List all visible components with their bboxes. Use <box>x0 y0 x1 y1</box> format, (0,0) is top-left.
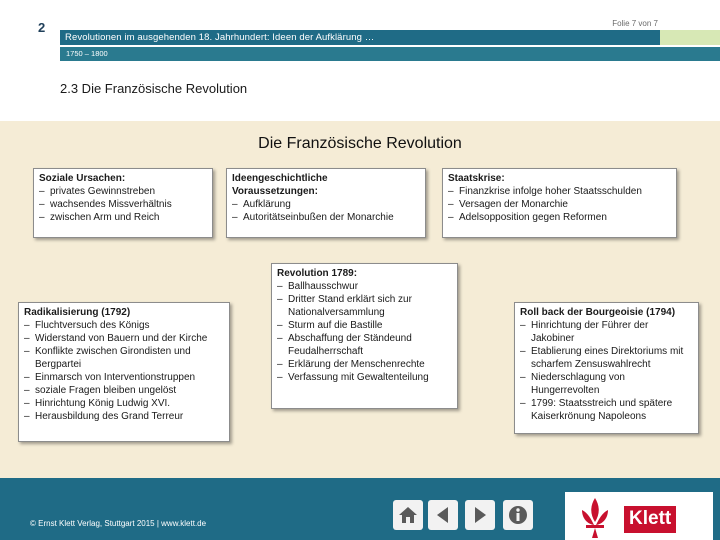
box-soziale-ursachen <box>33 168 213 238</box>
list-item: – Sturm auf die Bastille <box>277 319 452 332</box>
box-roll-back-bourgeoisie <box>514 302 699 434</box>
back-button[interactable] <box>428 500 458 530</box>
arrow-left-icon <box>432 504 454 526</box>
slide-number: 2 <box>38 20 46 35</box>
box-ideengeschichtliche-voraussetzungen <box>226 168 426 238</box>
list-item: – Hinrichtung der Führer der Jakobiner <box>520 319 693 345</box>
header-title: Revolutionen im ausgehenden 18. Jahrhundert: Ideen der Aufklärung … <box>65 32 375 43</box>
list-item: – Autoritätseinbußen der Monarchie <box>232 211 420 224</box>
box-list <box>24 319 224 423</box>
klett-logo-text: Klett <box>624 506 676 533</box>
list-item: – Erklärung der Menschenrechte <box>277 358 452 371</box>
forward-button[interactable] <box>465 500 495 530</box>
box-title: Soziale Ursachen: <box>39 173 126 184</box>
list-item: – Herausbildung des Grand Terreur <box>24 410 224 423</box>
list-item: – Adelsopposition gegen Reformen <box>448 211 671 224</box>
info-button[interactable] <box>503 500 533 530</box>
section-title: 2.3 Die Französische Revolution <box>60 81 248 96</box>
list-item: – Ballhausschwur <box>277 280 452 293</box>
list-item: – Hinrichtung König Ludwig XVI. <box>24 397 224 410</box>
list-item: – soziale Fragen bleiben ungelöst <box>24 384 224 397</box>
list-item: – wachsendes Missverhältnis <box>39 198 207 211</box>
box-staatskrise <box>442 168 677 238</box>
arrow-right-icon <box>469 504 491 526</box>
box-title: Staatskrise: <box>448 173 505 184</box>
list-item: – Einmarsch von Interventionstruppen <box>24 371 224 384</box>
box-list <box>232 198 420 224</box>
box-title: Ideengeschichtliche <box>232 173 328 184</box>
klett-fleur-icon <box>570 492 620 540</box>
list-item: – Widerstand von Bauern und der Kirche <box>24 332 224 345</box>
box-title: Voraussetzungen: <box>232 186 318 197</box>
list-item: – Verfassung mit Gewaltenteilung <box>277 371 452 384</box>
list-item: – Etablierung eines Direktoriums mit scharfem Zensuswahlrecht <box>520 345 693 371</box>
box-list <box>277 280 452 384</box>
list-item: – zwischen Arm und Reich <box>39 211 207 224</box>
info-icon <box>507 504 529 526</box>
box-list <box>448 185 671 224</box>
list-item: – 1799: Staatsstreich und spätere Kaiserkrönung Napoleons <box>520 397 693 423</box>
header-subtitle: 1750 – 1800 <box>66 49 108 58</box>
box-title: Radikalisierung (1792) <box>24 307 131 318</box>
subtitle-bar <box>60 47 720 61</box>
box-title: Roll back der Bourgeoisie (1794) <box>520 307 676 318</box>
home-button[interactable] <box>393 500 423 530</box>
list-item: – Abschaffung der Ständeund Feudalherrschaft <box>277 332 452 358</box>
home-icon <box>397 504 419 526</box>
slide-counter: Folie 7 von 7 <box>612 19 658 28</box>
list-item: – Finanzkrise infolge hoher Staatsschulden <box>448 185 671 198</box>
footer-copyright: © Ernst Klett Verlag, Stuttgart 2015 | www.klett.de <box>30 519 207 528</box>
list-item: – Niederschlagung von Hungerrevolten <box>520 371 693 397</box>
list-item: – Versagen der Monarchie <box>448 198 671 211</box>
box-title: Revolution 1789: <box>277 268 358 279</box>
list-item: – Konflikte zwischen Girondisten und Bergpartei <box>24 345 224 371</box>
list-item: – Dritter Stand erklärt sich zur Nationalversammlung <box>277 293 452 319</box>
list-item: – Aufklärung <box>232 198 420 211</box>
header-accent <box>660 30 720 45</box>
box-list <box>39 185 207 224</box>
box-revolution-1789 <box>271 263 458 409</box>
list-item: – Fluchtversuch des Königs <box>24 319 224 332</box>
box-list <box>520 319 693 423</box>
main-title: Die Französische Revolution <box>258 135 462 152</box>
list-item: – privates Gewinnstreben <box>39 185 207 198</box>
box-radikalisierung <box>18 302 230 442</box>
